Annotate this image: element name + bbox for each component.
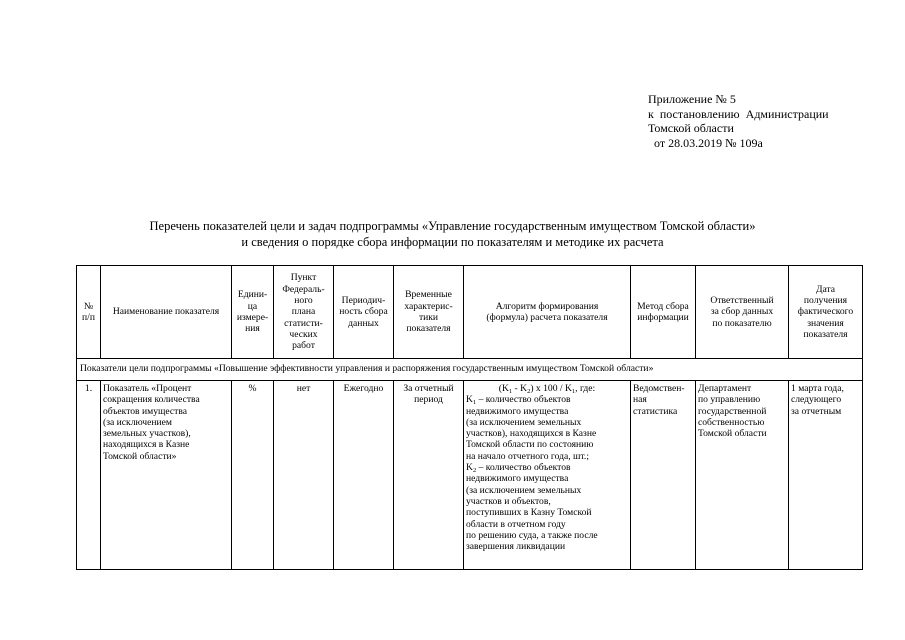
header-formula bbox=[464, 266, 631, 359]
text-line: статисти- bbox=[284, 317, 323, 329]
formula-k1-definition: $K_1$ – количество объектов bbox=[466, 394, 571, 407]
text-line: информации bbox=[637, 312, 689, 323]
text-line: на начало отчетного года, шт.; bbox=[466, 450, 589, 462]
text-line: Томской области» bbox=[103, 450, 177, 462]
text-line: поступивших в Казну Томской bbox=[466, 507, 592, 519]
title-line-2: и сведения о порядке сбора информации по показателям и методике их расчета bbox=[241, 234, 664, 249]
appendix-line-2: к постановлению Администрации bbox=[648, 106, 829, 121]
text-line: собственностью bbox=[698, 416, 765, 428]
text-line: земельных участков), bbox=[103, 428, 191, 440]
cell-number: 1. bbox=[77, 381, 101, 570]
text-line: Томской области bbox=[698, 428, 767, 440]
text-line: Департамент bbox=[698, 383, 752, 394]
text-line: государственной bbox=[698, 405, 767, 417]
appendix-line-4: от 28.03.2019 № 109а bbox=[648, 135, 763, 150]
text-line: данных bbox=[348, 317, 379, 329]
text-line: показателя bbox=[803, 328, 848, 340]
text-line: плана bbox=[291, 306, 316, 318]
text-line: Федераль- bbox=[282, 283, 325, 295]
text-line: недвижимого имущества bbox=[466, 473, 569, 485]
cell-unit: % bbox=[232, 381, 274, 570]
section-label: Показатели цели подпрограммы «Повышение эффективности управления и распоряжения государственным имуществом Томской области» bbox=[77, 359, 863, 381]
text-line: Ведомствен- bbox=[633, 383, 685, 394]
cell-plan-item: нет bbox=[274, 381, 334, 570]
text-line: за сбор данных bbox=[710, 306, 774, 318]
text-line: недвижимого имущества bbox=[466, 405, 569, 417]
text-line: ного bbox=[294, 295, 313, 307]
text-line: завершения ликвидации bbox=[466, 541, 566, 553]
text-line: значения bbox=[807, 317, 844, 329]
header-periodicity bbox=[334, 266, 394, 359]
table-row bbox=[77, 381, 863, 570]
cell-periodicity: Ежегодно bbox=[334, 381, 394, 570]
formula-expression: $(K_1 - K_2)$ x $100 / K_1$, где: bbox=[498, 383, 596, 395]
text-line: по решению суда, а также после bbox=[466, 529, 598, 541]
formula-k2-lines bbox=[466, 473, 628, 552]
text-line: Временные bbox=[405, 289, 452, 301]
header-responsible bbox=[696, 266, 789, 359]
text-line: Метод сбора bbox=[637, 300, 689, 312]
text-line: тики bbox=[418, 312, 439, 323]
cell-method bbox=[631, 381, 696, 570]
text-line: Показатель «Процент bbox=[103, 383, 192, 394]
text-line: период bbox=[414, 394, 443, 406]
cell-time bbox=[394, 381, 464, 570]
text-line: Томской области по состоянию bbox=[466, 439, 594, 451]
text-line: статистика bbox=[633, 405, 678, 417]
text-line: п/п bbox=[82, 312, 95, 323]
text-line: находящихся в Казне bbox=[103, 439, 190, 451]
text-line: Алгоритм формирования bbox=[495, 300, 599, 312]
header-time bbox=[394, 266, 464, 359]
header-number bbox=[77, 266, 101, 359]
text-line: (формула) расчета показателя bbox=[486, 312, 608, 323]
text-line: ца bbox=[247, 300, 258, 312]
document-title bbox=[0, 219, 905, 250]
text-line: Наименование показателя bbox=[112, 306, 220, 318]
appendix-line-1: Приложение № 5 bbox=[648, 92, 736, 106]
header-date bbox=[789, 266, 863, 359]
text-line: Дата bbox=[815, 283, 836, 295]
text-line: Пункт bbox=[290, 272, 317, 284]
text-line: работ bbox=[292, 340, 315, 352]
text-line: (за исключением bbox=[103, 416, 172, 428]
text-line: показателя bbox=[406, 323, 451, 335]
text-line: ческих bbox=[289, 328, 318, 340]
text-line: № bbox=[83, 300, 94, 312]
text-line: по показателю bbox=[712, 317, 772, 329]
appendix-line-3: Томской области bbox=[648, 121, 734, 135]
text-line: фактического bbox=[797, 306, 854, 318]
section-row bbox=[77, 359, 863, 381]
text-line: Едини- bbox=[237, 289, 268, 301]
text-line: Ответственный bbox=[710, 295, 774, 307]
text-line: следующего bbox=[791, 394, 842, 406]
text-line: характерис- bbox=[404, 300, 453, 312]
cell-name bbox=[101, 381, 232, 570]
text-line: За отчетный bbox=[403, 383, 454, 394]
text-line: объектов имущества bbox=[103, 405, 187, 417]
text-line: (за исключением земельных bbox=[466, 416, 582, 428]
header-plan-item bbox=[274, 266, 334, 359]
text-line: ность сбора bbox=[339, 306, 388, 318]
title-line-1: Перечень показателей цели и задач подпрограммы «Управление государственным имуществом Томской области» bbox=[149, 219, 756, 233]
header-row bbox=[77, 266, 863, 359]
text-line: участков и объектов, bbox=[466, 495, 551, 507]
text-line: 1 марта года, bbox=[791, 383, 844, 394]
header-unit bbox=[232, 266, 274, 359]
text-line: Периодич- bbox=[341, 295, 386, 307]
text-line: по управлению bbox=[698, 394, 761, 406]
cell-responsible bbox=[696, 381, 789, 570]
text-line: участков), находящихся в Казне bbox=[466, 428, 597, 440]
cell-date bbox=[789, 381, 863, 570]
text-line: области в отчетном году bbox=[466, 518, 566, 530]
cell-formula bbox=[464, 381, 631, 570]
text-line: ния bbox=[245, 323, 260, 335]
header-name bbox=[101, 266, 232, 359]
text-line: за отчетным bbox=[791, 405, 842, 417]
text-line: сокращения количества bbox=[103, 394, 200, 406]
indicators-table bbox=[76, 265, 863, 570]
appendix-note bbox=[648, 92, 888, 150]
header-method bbox=[631, 266, 696, 359]
text-line: (за исключением земельных bbox=[466, 484, 582, 496]
formula-k2-definition: $K_2$ – количество объектов bbox=[466, 462, 571, 475]
text-line: измере- bbox=[236, 312, 269, 323]
text-line: ная bbox=[633, 394, 647, 406]
formula-k1-lines bbox=[466, 406, 628, 462]
text-line: получения bbox=[803, 295, 848, 307]
